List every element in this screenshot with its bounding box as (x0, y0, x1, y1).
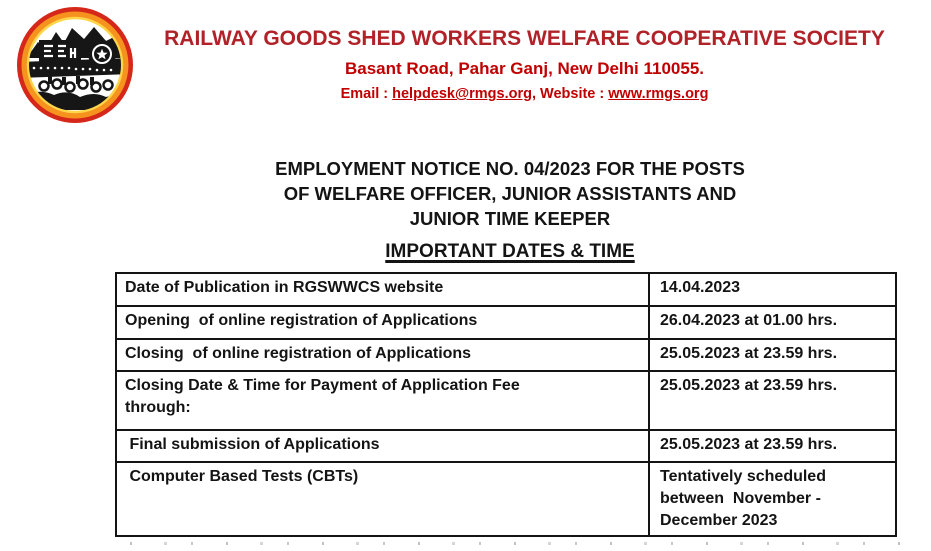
table-row-registration-closing (116, 339, 896, 371)
notice-title-line-3: JUNIOR TIME KEEPER (409, 208, 611, 229)
table-row-fee-payment-closing (116, 371, 896, 430)
date-label-cell: Closing Date & Time for Payment of Application Fee through: (116, 371, 649, 430)
table-row-cbt-schedule (116, 462, 896, 536)
date-value-cell: 14.04.2023 (649, 273, 896, 306)
date-label-cell: Closing of online registration of Applications (116, 339, 649, 371)
website-link[interactable]: www.rmgs.org (608, 86, 709, 102)
society-emblem-icon (14, 4, 136, 126)
email-label: Email : (340, 86, 393, 102)
date-label-cell: Final submission of Applications (116, 430, 649, 462)
date-label-cell: Opening of online registration of Applications (116, 306, 649, 339)
email-link[interactable]: helpdesk@rmgs.org (392, 86, 532, 102)
date-label-cell: Date of Publication in RGSWWCS website (116, 273, 649, 306)
table-row-registration-opening (116, 306, 896, 339)
table-row-final-submission (116, 430, 896, 462)
date-value-cell: 25.05.2023 at 23.59 hrs. (649, 339, 896, 371)
website-label: , Website : (531, 86, 609, 102)
date-value-cell: Tentatively scheduled between November - December 2023 (649, 462, 896, 536)
clipped-text-line (130, 541, 902, 545)
table-row-publication-date (116, 273, 896, 306)
important-dates-heading: IMPORTANT DATES & TIME (385, 241, 635, 262)
date-value-cell: 26.04.2023 at 01.00 hrs. (649, 306, 896, 339)
header-text-block (148, 26, 901, 104)
notice-title-line-2: OF WELFARE OFFICER, JUNIOR ASSISTANTS AND (283, 183, 737, 204)
date-value-cell: 25.05.2023 at 23.59 hrs. (649, 430, 896, 462)
notice-title-block (95, 156, 925, 264)
society-header (0, 0, 931, 104)
important-dates-table (115, 272, 897, 537)
notice-title-line-1: EMPLOYMENT NOTICE NO. 04/2023 FOR THE POSTS (275, 158, 745, 179)
date-value-cell: 25.05.2023 at 23.59 hrs. (649, 371, 896, 430)
contact-line (148, 85, 901, 104)
society-logo (14, 4, 136, 126)
org-address: Basant Road, Pahar Ganj, New Delhi 110055. (344, 59, 705, 78)
org-name: RAILWAY GOODS SHED WORKERS WELFARE COOPERATIVE SOCIETY (164, 27, 885, 50)
date-label-cell: Computer Based Tests (CBTs) (116, 462, 649, 536)
